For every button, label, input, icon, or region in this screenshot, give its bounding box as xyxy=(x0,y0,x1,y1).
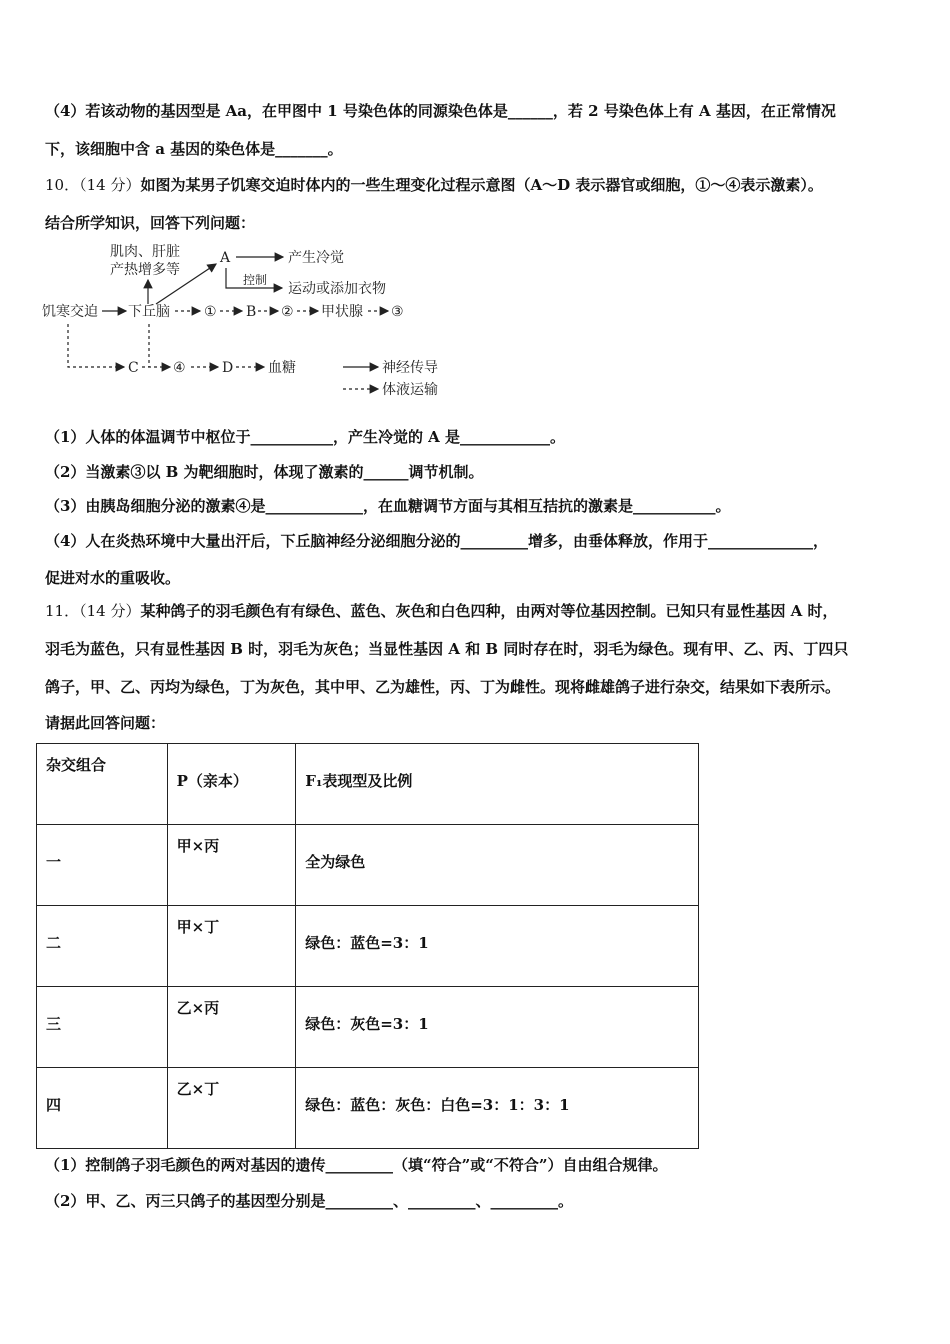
legend-fluid-label: 体液运输 xyxy=(382,382,438,398)
legend-nerve-label: 神经传导 xyxy=(382,360,438,376)
result-cell: 绿色：蓝色=3：1 xyxy=(296,906,699,987)
hormone-3: ③ xyxy=(391,304,404,320)
dashed-feedback-path xyxy=(68,324,124,367)
control-label: 控制 xyxy=(243,273,268,287)
cross-results-table xyxy=(36,743,699,1149)
table-row xyxy=(37,906,699,987)
parents-cell: 甲×丙 xyxy=(167,825,296,906)
q10-stem-text: 如图为某男子饥寒交迫时体内的一些生理变化过程示意图（A～D 表示器官或细胞，①～④表示激素）。 xyxy=(140,176,823,194)
q10-3: （3）由胰岛细胞分泌的激素④是_____________，在血糖调节方面与其相互拮抗的激素是___________。 xyxy=(45,497,731,515)
q11-1: （1）控制鸽子羽毛颜色的两对基因的遗传_________（填“符合”或“不符合”）自由组合规律。 xyxy=(45,1156,668,1174)
hormone-2: ② xyxy=(281,304,294,320)
q11-stem-text: 某种鸽子的羽毛颜色有有绿色、蓝色、灰色和白色四种，由两对等位基因控制。已知只有显性基因 A 时， xyxy=(140,602,838,620)
parents-cell: 甲×丁 xyxy=(167,906,296,987)
header-cell: P（亲本） xyxy=(167,744,296,825)
q11-number: 11．（14 分） xyxy=(45,602,141,620)
hormone-4: ④ xyxy=(173,360,186,376)
exercise-label: 运动或添加衣物 xyxy=(288,281,386,297)
group-cell: 四 xyxy=(37,1068,168,1149)
heat-production-label: 产热增多等 xyxy=(110,262,180,278)
node-B: B xyxy=(246,304,257,320)
group-cell: 一 xyxy=(37,825,168,906)
node-D: D xyxy=(222,360,234,376)
hungry-cold-label: 饥寒交迫 xyxy=(42,304,98,320)
q11-stem-line-1 xyxy=(45,600,838,622)
q10-number: 10．（14 分） xyxy=(45,176,141,194)
q9-4-line-2: 下，该细胞中含 a 基因的染色体是_______。 xyxy=(45,140,343,158)
hormone-1: ① xyxy=(204,304,217,320)
header-cell: 杂交组合 xyxy=(37,744,168,825)
table-header-row xyxy=(37,744,699,825)
muscle-liver-label: 肌肉、肝脏 xyxy=(110,244,180,260)
blood-sugar-label: 血糖 xyxy=(268,360,296,376)
q11-stem-line-2: 羽毛为蓝色，只有显性基因 B 时，羽毛为灰色；当显性基因 A 和 B 同时存在时，羽毛为绿色。现有甲、乙、丙、丁四只 xyxy=(45,640,849,658)
q11-stem-line-4: 请据此回答问题： xyxy=(45,714,166,732)
table-row xyxy=(37,987,699,1068)
q10-stem-line-2: 结合所学知识，回答下列问题： xyxy=(45,214,256,232)
node-C: C xyxy=(128,360,139,376)
q10-4-line-2: 促进对水的重吸收。 xyxy=(45,569,181,587)
result-cell: 绿色：灰色=3：1 xyxy=(296,987,699,1068)
q11-stem-line-3: 鸽子，甲、乙、丙均为绿色，丁为灰色，其中甲、乙为雄性，丙、丁为雌性。现将雌雄鸽子进行杂交，结果如下表所示。 xyxy=(45,678,841,696)
q11-2: （2）甲、乙、丙三只鸽子的基因型分别是_________、_________、_________。 xyxy=(45,1192,573,1210)
group-cell: 三 xyxy=(37,987,168,1068)
group-cell: 二 xyxy=(37,906,168,987)
q10-stem-line-1 xyxy=(45,174,823,196)
result-cell: 绿色：蓝色：灰色：白色=3：1：3：1 xyxy=(296,1068,699,1149)
cold-sense-label: 产生冷觉 xyxy=(288,250,344,266)
parents-cell: 乙×丙 xyxy=(167,987,296,1068)
header-cell: F₁表现型及比例 xyxy=(296,744,699,825)
thyroid-label: 甲状腺 xyxy=(321,304,363,320)
parents-cell: 乙×丁 xyxy=(167,1068,296,1149)
hormone-regulation-diagram xyxy=(38,240,458,400)
hypothalamus-label: 下丘脑 xyxy=(128,304,170,320)
q9-4-line-1: （4）若该动物的基因型是 Aa，在甲图中 1 号染色体的同源染色体是______，若 2 号染色体上有 A 基因，在正常情况 xyxy=(45,102,836,120)
node-A: A xyxy=(220,250,231,266)
table-row xyxy=(37,825,699,906)
q10-2: （2）当激素③以 B 为靶细胞时，体现了激素的______调节机制。 xyxy=(45,463,484,481)
q10-1: （1）人体的体温调节中枢位于___________，产生冷觉的 A 是____________。 xyxy=(45,428,566,446)
q10-4-line-1: （4）人在炎热环境中大量出汗后，下丘脑神经分泌细胞分泌的_________增多，由垂体释放，作用于______________， xyxy=(45,532,828,550)
result-cell: 全为绿色 xyxy=(296,825,699,906)
table-row xyxy=(37,1068,699,1149)
